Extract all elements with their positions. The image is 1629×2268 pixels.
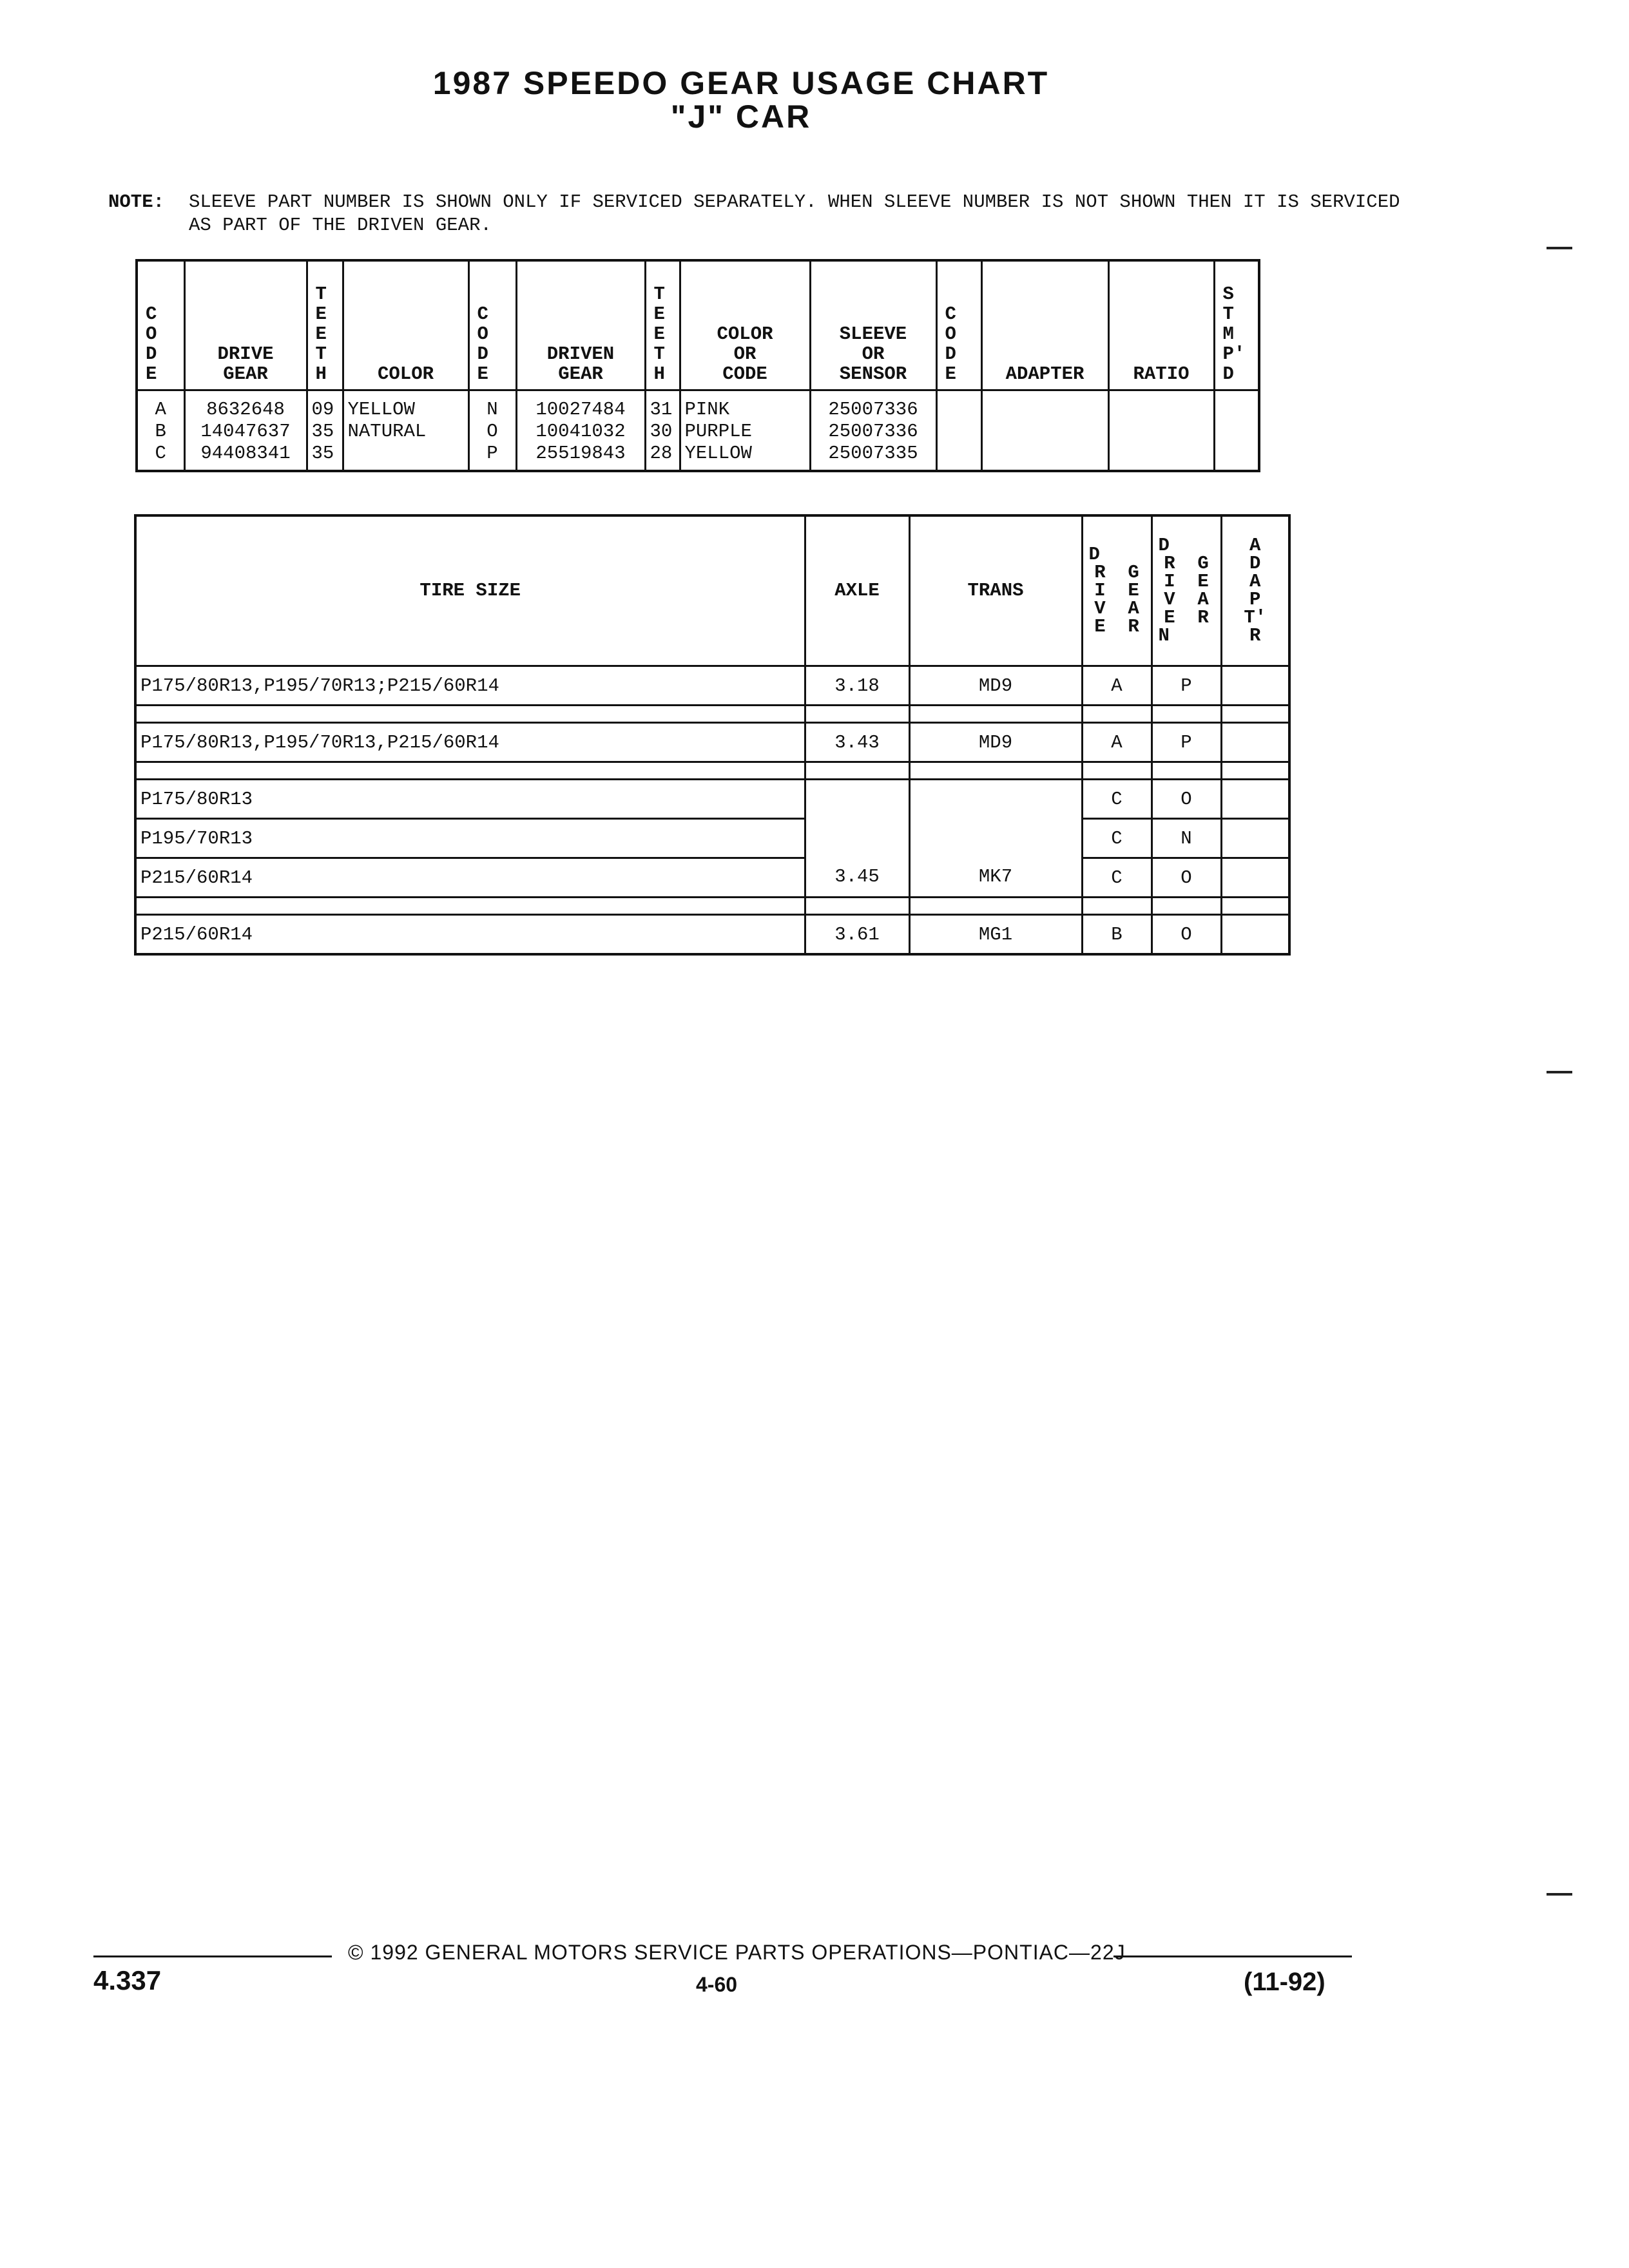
header-color: COLOR <box>343 260 468 390</box>
driven-teeth-column <box>645 390 680 472</box>
margin-tick <box>1547 247 1572 249</box>
table-row <box>135 780 1289 819</box>
header-adapter-code: C O D E <box>936 260 981 390</box>
table-row <box>135 858 1289 898</box>
gear-table-body <box>137 390 1259 472</box>
note-text: SLEEVE PART NUMBER IS SHOWN ONLY IF SERVICED SEPARATELY. WHEN SLEEVE NUMBER IS NOT SHOWN THEN IT IS SERVICED AS PART OF THE DRIVEN GEAR. <box>189 191 1400 236</box>
table-cell: NATURAL <box>347 421 427 442</box>
table-cell: A <box>155 399 166 420</box>
spacer-cell <box>805 706 909 723</box>
spacer-cell <box>1082 898 1152 915</box>
gear-table-header-row <box>137 260 1259 390</box>
driven-gear-column <box>516 390 645 472</box>
note-label: NOTE: <box>108 191 165 213</box>
table-cell: 28 <box>650 443 673 464</box>
table-row <box>135 723 1289 762</box>
table-cell: YELLOW <box>684 443 752 464</box>
table-cell: P <box>487 443 498 464</box>
axle-cell: 3.61 <box>805 915 909 955</box>
driver-cell: B <box>1082 915 1152 955</box>
table-cell: O <box>487 421 498 442</box>
table-cell: 35 <box>311 443 334 464</box>
table-cell: N <box>487 399 498 420</box>
adapter-cell <box>1221 819 1289 858</box>
header-code: C O D E <box>137 260 184 390</box>
table-cell: 25519843 <box>535 443 626 464</box>
footer-section-number: 4.337 <box>93 1965 162 1995</box>
driver-cell: A <box>1082 723 1152 762</box>
adapter-cell <box>1221 915 1289 955</box>
driven-cell: N <box>1152 819 1221 858</box>
driven-cell: P <box>1152 666 1221 706</box>
footer-rule-right <box>1113 1956 1352 1957</box>
code-column <box>137 390 184 472</box>
margin-tick <box>1547 1071 1572 1073</box>
header-tire-size: TIRE SIZE <box>135 515 805 666</box>
driven-cell: O <box>1152 915 1221 955</box>
adapter-column <box>981 390 1108 472</box>
spacer-row <box>135 762 1289 780</box>
header-adapter: ADAPTER <box>981 260 1108 390</box>
usage-table <box>134 514 1291 956</box>
table-cell: 94408341 <box>200 443 291 464</box>
axle-cell: 3.43 <box>805 723 909 762</box>
table-cell: 35 <box>311 421 334 442</box>
table-cell: B <box>155 421 166 442</box>
stmpd-column <box>1214 390 1259 472</box>
table-row <box>135 915 1289 955</box>
gear-table <box>135 259 1260 472</box>
header-trans: TRANS <box>909 515 1082 666</box>
footer-date: (11-92) <box>1244 1968 1325 1996</box>
header-driver-gear: D R G I E V A E R <box>1082 515 1152 666</box>
driver-cell: A <box>1082 666 1152 706</box>
driver-cell: C <box>1082 819 1152 858</box>
spacer-cell <box>909 706 1082 723</box>
tire-size-cell: P175/80R13,P195/70R13,P215/60R14 <box>135 723 805 762</box>
spacer-row <box>135 898 1289 915</box>
adapter-code-column <box>936 390 981 472</box>
spacer-cell <box>1221 762 1289 780</box>
spacer-cell <box>909 898 1082 915</box>
trans-cell: MD9 <box>909 666 1082 706</box>
tire-size-cell: P195/70R13 <box>135 819 805 858</box>
teeth-column <box>307 390 343 472</box>
axle-cell: 3.45 <box>805 780 909 898</box>
adapter-cell <box>1221 858 1289 898</box>
table-row <box>135 666 1289 706</box>
trans-cell: MK7 <box>909 780 1082 898</box>
table-cell: 25007335 <box>828 443 918 464</box>
usage-table-header-row <box>135 515 1289 666</box>
color-column <box>343 390 468 472</box>
header-color-or-code: COLOR OR CODE <box>680 260 810 390</box>
page-subtitle: "J" CAR <box>670 99 812 135</box>
spacer-cell <box>1221 706 1289 723</box>
ratio-column <box>1108 390 1214 472</box>
header-teeth: T E E T H <box>307 260 343 390</box>
tire-size-cell: P175/80R13 <box>135 780 805 819</box>
table-cell: 25007336 <box>828 399 918 420</box>
driven-cell: P <box>1152 723 1221 762</box>
tire-size-cell: P215/60R14 <box>135 858 805 898</box>
spacer-cell <box>1152 898 1221 915</box>
table-cell: 31 <box>650 399 673 420</box>
header-drive-gear: DRIVE GEAR <box>184 260 307 390</box>
table-row <box>135 819 1289 858</box>
spacer-cell <box>135 762 805 780</box>
sleeve-column <box>810 390 936 472</box>
table-cell: C <box>155 443 166 464</box>
trans-cell: MD9 <box>909 723 1082 762</box>
spacer-cell <box>1152 762 1221 780</box>
spacer-cell <box>1082 706 1152 723</box>
spacer-cell <box>805 762 909 780</box>
spacer-cell <box>1221 898 1289 915</box>
table-cell: PINK <box>684 399 730 420</box>
page-title: 1987 SPEEDO GEAR USAGE CHART <box>432 65 1050 101</box>
table-cell: PURPLE <box>684 421 752 442</box>
spacer-cell <box>909 762 1082 780</box>
table-cell: YELLOW <box>347 399 415 420</box>
driven-cell: O <box>1152 780 1221 819</box>
footer-page-number: 4-60 <box>696 1973 738 1996</box>
table-cell: 10041032 <box>535 421 626 442</box>
spacer-cell <box>1082 762 1152 780</box>
footer-rule-left <box>93 1956 332 1957</box>
tire-size-cell: P175/80R13,P195/70R13;P215/60R14 <box>135 666 805 706</box>
driver-cell: C <box>1082 780 1152 819</box>
table-cell: 14047637 <box>200 421 291 442</box>
header-driven-gear: D R G I E V A E R N <box>1152 515 1221 666</box>
driven-color-column <box>680 390 810 472</box>
adapter-cell <box>1221 780 1289 819</box>
header-driven-teeth: T E E T H <box>645 260 680 390</box>
header-axle: AXLE <box>805 515 909 666</box>
spacer-cell <box>135 898 805 915</box>
header-ratio: RATIO <box>1108 260 1214 390</box>
driven-cell: O <box>1152 858 1221 898</box>
header-driven-code: C O D E <box>468 260 516 390</box>
spacer-row <box>135 706 1289 723</box>
table-cell: 09 <box>311 399 334 420</box>
header-driven-gear: DRIVEN GEAR <box>516 260 645 390</box>
spacer-cell <box>1152 706 1221 723</box>
axle-cell: 3.18 <box>805 666 909 706</box>
adapter-cell <box>1221 666 1289 706</box>
spacer-cell <box>135 706 805 723</box>
table-cell: 10027484 <box>535 399 626 420</box>
driver-cell: C <box>1082 858 1152 898</box>
table-cell: 25007336 <box>828 421 918 442</box>
spacer-cell <box>805 898 909 915</box>
margin-tick <box>1547 1893 1572 1896</box>
trans-cell: MG1 <box>909 915 1082 955</box>
driven-code-column <box>468 390 516 472</box>
header-sleeve-or-sensor: SLEEVE OR SENSOR <box>810 260 936 390</box>
drive-gear-column <box>184 390 307 472</box>
table-cell: 8632648 <box>206 399 285 420</box>
tire-size-cell: P215/60R14 <box>135 915 805 955</box>
adapter-cell <box>1221 723 1289 762</box>
header-stmpd: S T M P' D <box>1214 260 1259 390</box>
footer-copyright: © 1992 GENERAL MOTORS SERVICE PARTS OPERATIONS—PONTIAC—22J <box>348 1941 1126 1964</box>
header-adptr: A D A P T' R <box>1221 515 1289 666</box>
table-cell: 30 <box>650 421 673 442</box>
